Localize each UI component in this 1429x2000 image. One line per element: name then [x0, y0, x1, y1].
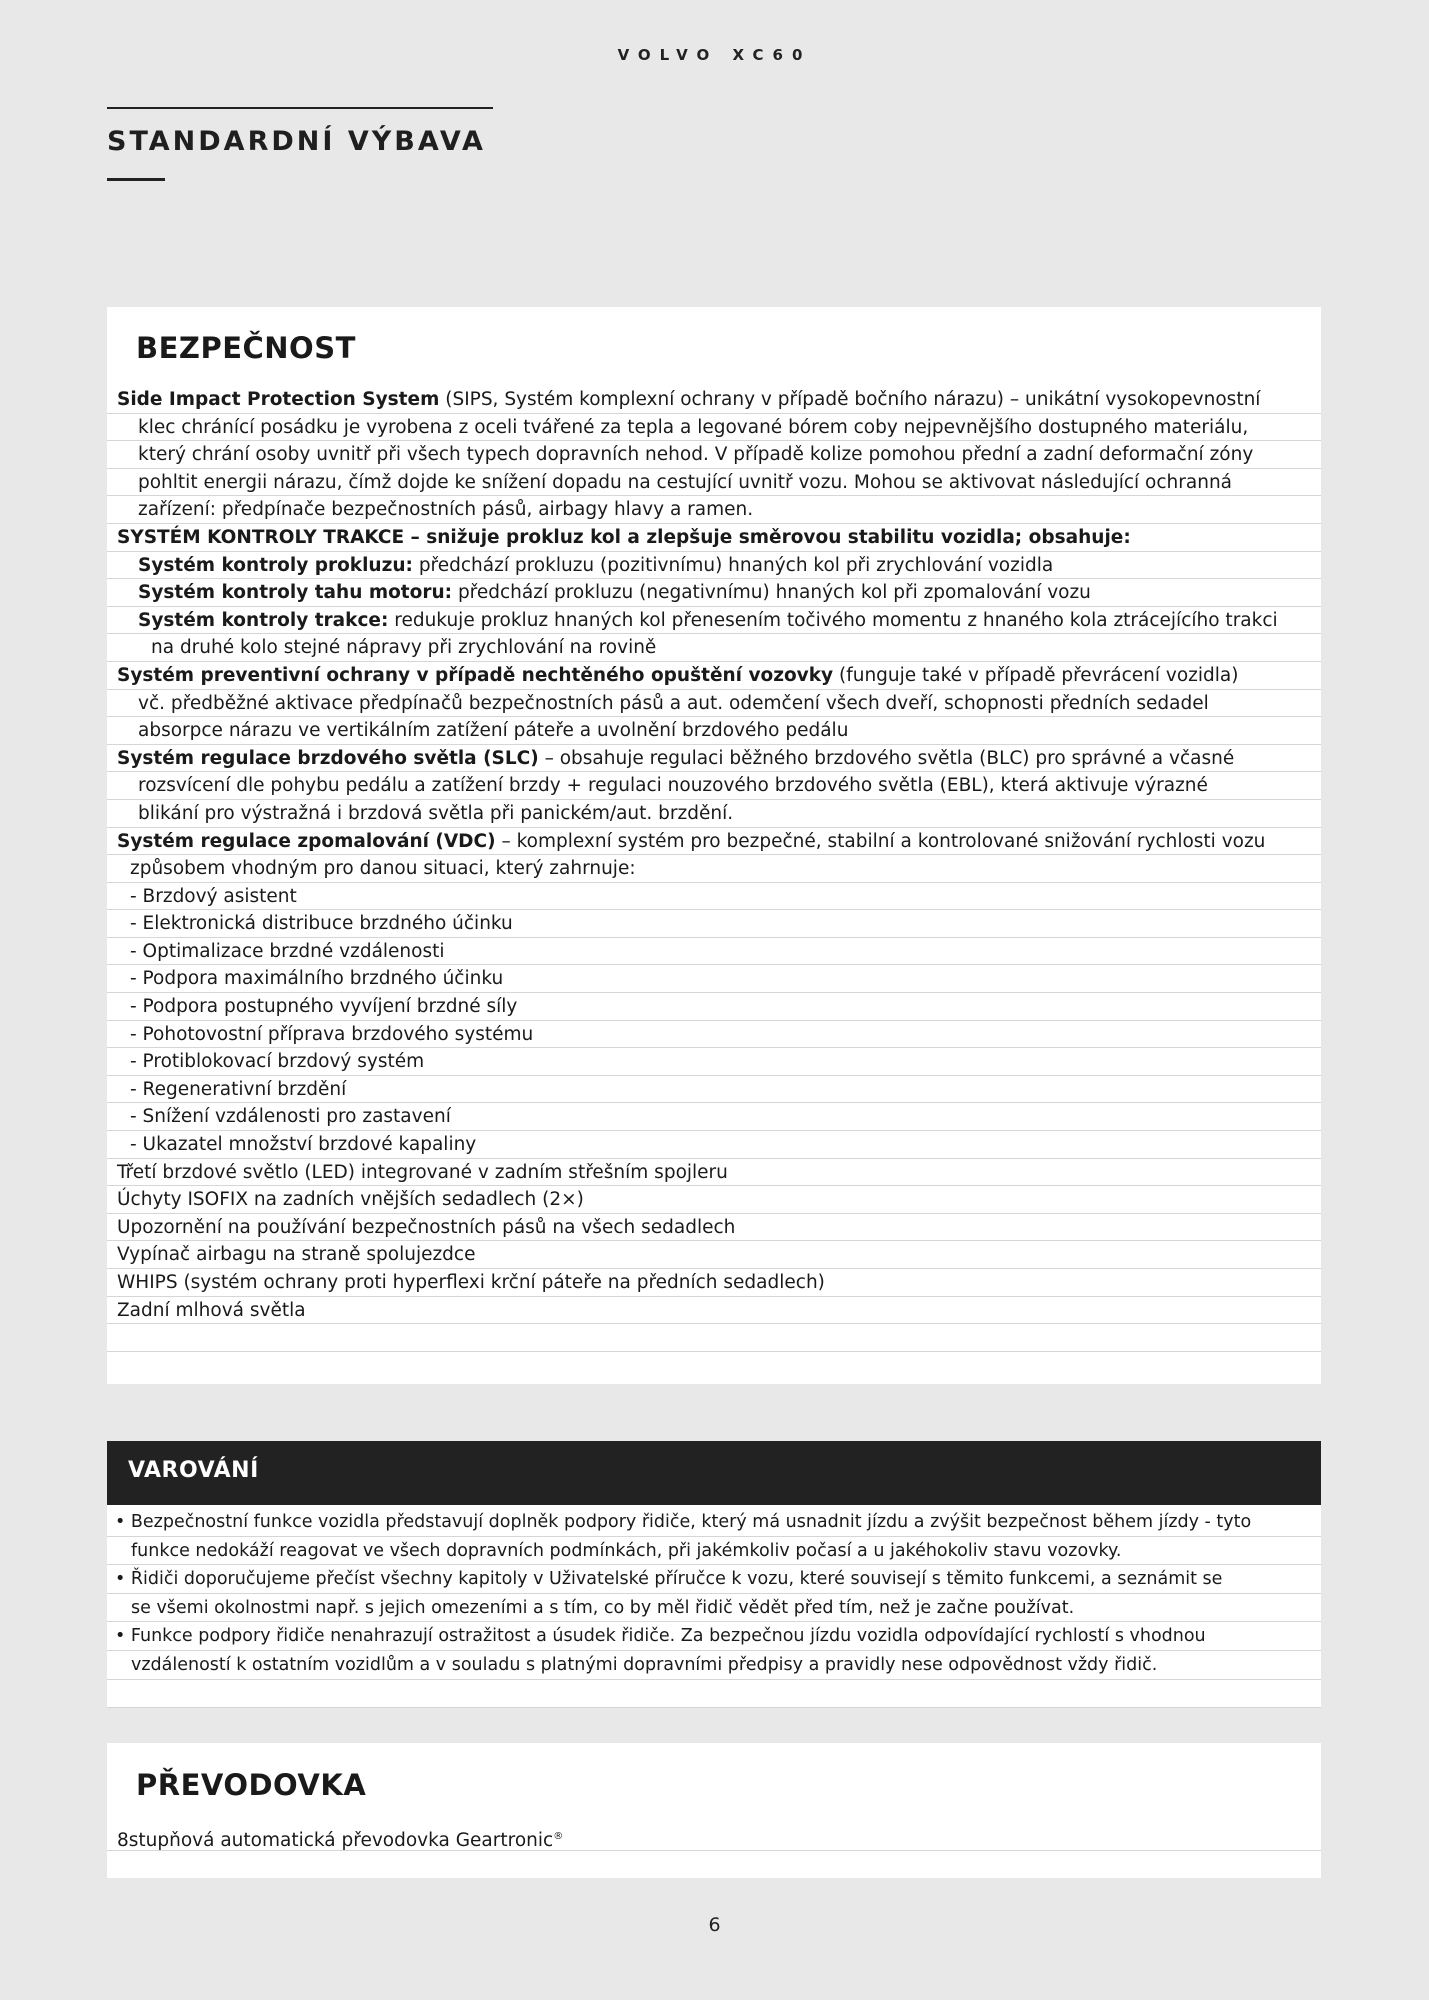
list-item: Systém kontroly tahu motoru: předchází prokluzu (negativnímu) hnaných kol při zpomalování vozu	[107, 579, 1321, 607]
list-item: WHIPS (systém ochrany proti hyperflexi krční páteře na předních sedadlech)	[107, 1269, 1321, 1297]
list-item: - Snížení vzdálenosti pro zastavení	[107, 1103, 1321, 1131]
list-item: - Regenerativní brzdění	[107, 1076, 1321, 1104]
transmission-list	[107, 1823, 1321, 1851]
list-item: - Protiblokovací brzdový systém	[107, 1048, 1321, 1076]
safety-list	[107, 386, 1321, 1352]
list-item: - Brzdový asistent	[107, 883, 1321, 911]
list-item: Systém regulace zpomalování (VDC) – komplexní systém pro bezpečné, stabilní a kontrolované snižování rychlosti vozu	[107, 828, 1321, 856]
list-item: který chrání osoby uvnitř při všech typech dopravních nehod. V případě kolize pomohou přední a zadní deformační zóny	[107, 441, 1321, 469]
list-item: Systém regulace brzdového světla (SLC) – obsahuje regulaci běžného brzdového světla (BLC) pro správné a včasné	[107, 745, 1321, 773]
transmission-title: PŘEVODOVKA	[136, 1768, 367, 1802]
list-item: SYSTÉM KONTROLY TRAKCE – snižuje prokluz kol a zlepšuje směrovou stabilitu vozidla; obsahuje:	[107, 524, 1321, 552]
warning-title: VAROVÁNÍ	[128, 1458, 259, 1483]
list-item	[107, 1324, 1321, 1352]
list-item: zařízení: předpínače bezpečnostních pásů, airbagy hlavy a ramen.	[107, 496, 1321, 524]
list-item: vč. předběžné aktivace předpínačů bezpečnostních pásů a aut. odemčení všech dveří, schopnosti předních sedadel	[107, 690, 1321, 718]
top-rule	[107, 107, 493, 109]
list-item: - Podpora postupného vyvíjení brzdné síly	[107, 993, 1321, 1021]
list-item: Upozornění na používání bezpečnostních pásů na všech sedadlech	[107, 1214, 1321, 1242]
list-item: Side Impact Protection System (SIPS, Systém komplexní ochrany v případě bočního nárazu) – unikátní vysokopevnostní	[107, 386, 1321, 414]
list-item: - Optimalizace brzdné vzdálenosti	[107, 938, 1321, 966]
safety-section	[107, 307, 1321, 1384]
warning-header-bar	[107, 1441, 1321, 1505]
warning-line	[107, 1680, 1321, 1709]
warning-line: vzdáleností k ostatním vozidlům a v souladu s platnými dopravními předpisy a pravidly nese odpovědnost vždy řidič.	[107, 1651, 1321, 1680]
title-underline	[107, 178, 165, 181]
list-item: blikání pro výstražná i brzdová světla při panickém/aut. brzdění.	[107, 800, 1321, 828]
list-item: - Elektronická distribuce brzdného účinku	[107, 910, 1321, 938]
warning-section	[107, 1441, 1321, 1707]
list-item: - Pohotovostní příprava brzdového systému	[107, 1021, 1321, 1049]
list-item: rozsvícení dle pohybu pedálu a zatížení brzdy + regulaci nouzového brzdového světla (EBL), která aktivuje výrazné	[107, 772, 1321, 800]
warning-line: • Řidiči doporučujeme přečíst všechny kapitoly v Uživatelské příručce k vozu, které souvisejí s těmito funkcemi, a seznámit se	[107, 1565, 1321, 1594]
list-item: Třetí brzdové světlo (LED) integrované v zadním střešním spojleru	[107, 1159, 1321, 1187]
list-item: na druhé kolo stejné nápravy při zrychlování na rovině	[107, 634, 1321, 662]
warning-line: • Bezpečnostní funkce vozidla představují doplněk podpory řidiče, který má usnadnit jízdu a zvýšit bezpečnost během jízdy - tyto	[107, 1508, 1321, 1537]
list-item: pohltit energii nárazu, čímž dojde ke snížení dopadu na cestující uvnitř vozu. Mohou se aktivovat následující ochranná	[107, 469, 1321, 497]
list-item: Úchyty ISOFIX na zadních vnějších sedadlech (2×)	[107, 1186, 1321, 1214]
list-item: klec chránící posádku je vyrobena z oceli tvářené za tepla a legované bórem coby nejpevnějšího dostupného materiálu,	[107, 414, 1321, 442]
brand-header: VOLVO XC60	[617, 46, 812, 64]
warning-line: funkce nedokáží reagovat ve všech dopravních podmínkách, při jakémkoliv počasí a u jakéhokoliv stavu vozovky.	[107, 1537, 1321, 1566]
list-item: Zadní mlhová světla	[107, 1297, 1321, 1325]
warning-line: • Funkce podpory řidiče nenahrazují ostražitost a úsudek řidiče. Za bezpečnou jízdu vozidla odpovídající rychlostí s vhodnou	[107, 1622, 1321, 1651]
warning-list	[107, 1508, 1321, 1708]
list-item: Vypínač airbagu na straně spolujezdce	[107, 1241, 1321, 1269]
registered-mark: ®	[553, 1831, 564, 1842]
list-item: - Podpora maximálního brzdného účinku	[107, 965, 1321, 993]
page-number: 6	[708, 1914, 721, 1936]
list-item: 8stupňová automatická převodovka Geartronic®	[107, 1823, 1321, 1851]
page-title: STANDARDNÍ VÝBAVA	[107, 126, 486, 157]
warning-line: se všemi okolnostmi např. s jejich omezeními a s tím, co by měl řidič vědět před tím, než je začne používat.	[107, 1594, 1321, 1623]
list-item: Systém preventivní ochrany v případě nechtěného opuštění vozovky (funguje také v případě převrácení vozidla)	[107, 662, 1321, 690]
list-item: způsobem vhodným pro danou situaci, který zahrnuje:	[107, 855, 1321, 883]
list-item: Systém kontroly trakce: redukuje prokluz hnaných kol přenesením točivého momentu z hnaného kola ztrácejícího trakci	[107, 607, 1321, 635]
list-item: - Ukazatel množství brzdové kapaliny	[107, 1131, 1321, 1159]
list-item: absorpce nárazu ve vertikálním zatížení páteře a uvolnění brzdového pedálu	[107, 717, 1321, 745]
list-item: Systém kontroly prokluzu: předchází prokluzu (pozitivnímu) hnaných kol při zrychlování vozidla	[107, 552, 1321, 580]
transmission-section	[107, 1743, 1321, 1878]
safety-title: BEZPEČNOST	[136, 331, 356, 365]
